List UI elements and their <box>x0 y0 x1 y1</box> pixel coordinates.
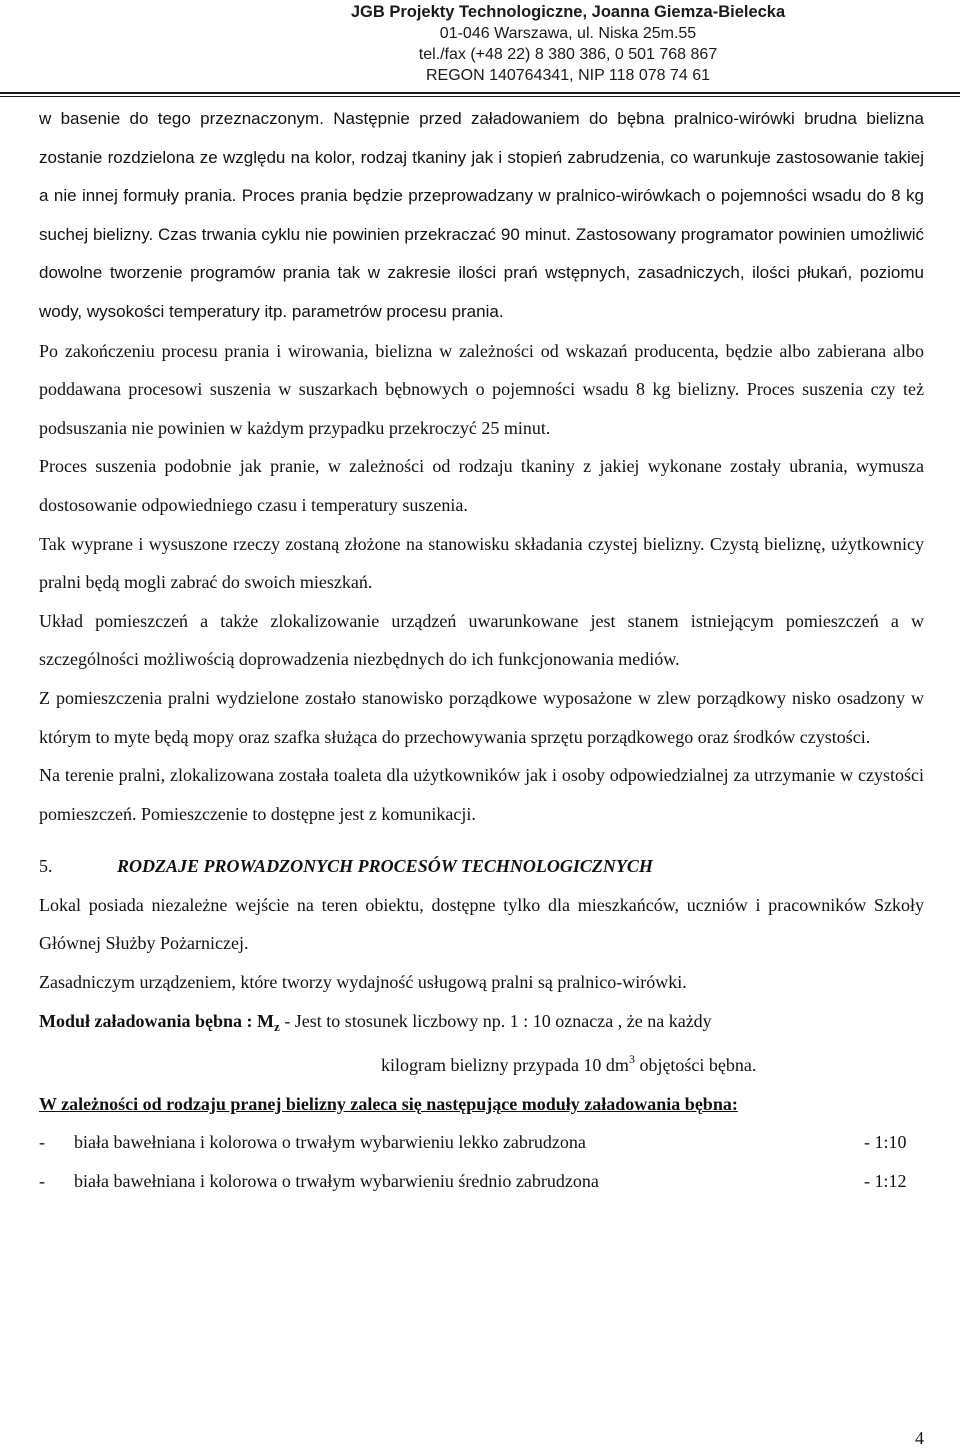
load-module-text: - Jest to stosunek liczbowy np. 1 : 10 oznacza , że na każdy <box>284 1010 712 1031</box>
load-module-line2-end: objętości bębna. <box>639 1055 757 1076</box>
load-module-definition <box>39 1002 924 1085</box>
section-heading <box>39 847 924 886</box>
paragraph-folding: Tak wyprane i wysuszone rzeczy zostaną złożone na stanowisku składania czystej bielizny. Czystą bieliznę, użytkownicy pralni będą mogli zabrać do swoich mieszkań. <box>39 533 924 593</box>
load-module-subscript: z <box>274 1018 280 1034</box>
module-list <box>39 1123 924 1200</box>
list-item-text: biała bawełniana i kolorowa o trwałym wybarwieniu lekko zabrudzona <box>74 1132 586 1153</box>
paragraph-main-device: Zasadniczym urządzeniem, które tworzy wydajność usługową pralni są pralnico-wirówki. <box>39 972 687 993</box>
section-title: RODZAJE PROWADZONYCH PROCESÓW TECHNOLOGICZNYCH <box>117 856 653 877</box>
load-module-superscript: 3 <box>628 1052 635 1067</box>
header-divider-thin <box>0 96 960 97</box>
paragraph-layout: Układ pomieszczeń a także zlokalizowanie urządzeń uwarunkowane jest stanem istniejącym pomieszczeń a w szczególności możliwością doprowadzenia niezbędnych do ich funkcjonowania mediów. <box>39 610 924 670</box>
paragraph-cleaning-station: Z pomieszczenia pralni wydzielone zostało stanowisko porządkowe wyposażone w zlew porządkowy nisko osadzony w którym to myte będą mopy oraz szafka służąca do przechowywania sprzętu porządkowego oraz środków czystości. <box>39 687 924 747</box>
list-item <box>39 1162 924 1201</box>
company-regon: REGON 140764341, NIP 118 078 74 61 <box>425 67 711 84</box>
list-item-value: - 1:10 <box>864 1132 907 1153</box>
company-address: 01-046 Warszawa, ul. Niska 25m.55 <box>439 25 697 42</box>
section-number: 5. <box>39 856 53 877</box>
document-body <box>39 100 924 1201</box>
paragraph-drying: Po zakończeniu procesu prania i wirowania, bielizna w zależności od wskazań producenta, będzie albo zabierana albo poddawana procesowi suszenia w suszarkach bębnowych o pojemności wsadu 8 kg bielizny. Proces suszenia czy też podsuszania nie powinien w każdym przypadku przekroczyć 25 minut. <box>39 340 924 438</box>
paragraph-washing-b: Zastosowany programator powinien umożliwić dowolne tworzenie programów prania tak w zakresie ilości prań wstępnych, zasadniczych, ilości płukań, poziomu wody, wysokości temperatury itp. parametrów procesu prania. <box>39 224 925 321</box>
header-divider <box>0 92 960 94</box>
company-phone: tel./fax (+48 22) 8 380 386, 0 501 768 867 <box>418 46 718 63</box>
paragraph-washing-a: w basenie do tego przeznaczonym. Następnie przed załadowaniem do bębna pralnico-wirówki brudna bielizna zostanie rozdzielona ze względu na kolor, rodzaj tkaniny jak i stopień zabrudzenia, co warunkuje zastosowanie takiej a nie innej formuły prania. Proces prania będzie przeprowadzany w pralnico-wirówkach o pojemności wsadu do 8 kg suchej bielizny. Czas trwania cyklu nie powinien przekraczać 90 minut. <box>39 109 924 244</box>
paragraph-toilet: Na terenie pralni, zlokalizowana została toaleta dla użytkowników jak i osoby odpowiedzialnej za utrzymanie w czystości pomieszczeń. Pomieszczenie to dostępne jest z komunikacji. <box>39 765 924 824</box>
recommendation-heading: W zależności od rodzaju pranej bielizny zaleca się następujące moduły załadowania bębna: <box>39 1093 738 1114</box>
list-dash: - <box>39 1171 45 1192</box>
load-module-label: Moduł załadowania bębna : M <box>39 1010 275 1031</box>
list-item-value: - 1:12 <box>864 1171 907 1192</box>
load-module-line2: kilogram bielizny przypada 10 dm <box>381 1055 629 1076</box>
paragraph-washing <box>39 100 924 332</box>
page-number: 4 <box>915 1428 924 1448</box>
list-item <box>39 1123 924 1162</box>
paragraph-entrance: Lokal posiada niezależne wejście na teren obiektu, dostępne tylko dla mieszkańców, uczniów i pracowników Szkoły Głównej Służby Pożarniczej. <box>39 894 924 954</box>
paragraph-drying-time: Proces suszenia podobnie jak pranie, w zależności od rodzaju tkaniny z jakiej wykonane zostały ubrania, wymusza dostosowanie odpowiedniego czasu i temperatury suszenia. <box>39 456 924 515</box>
list-dash: - <box>39 1132 45 1153</box>
company-name: JGB Projekty Technologiczne, Joanna Giemza-Bielecka <box>350 3 786 21</box>
list-item-text: biała bawełniana i kolorowa o trwałym wybarwieniu średnio zabrudzona <box>74 1171 599 1192</box>
letterhead <box>288 0 848 86</box>
